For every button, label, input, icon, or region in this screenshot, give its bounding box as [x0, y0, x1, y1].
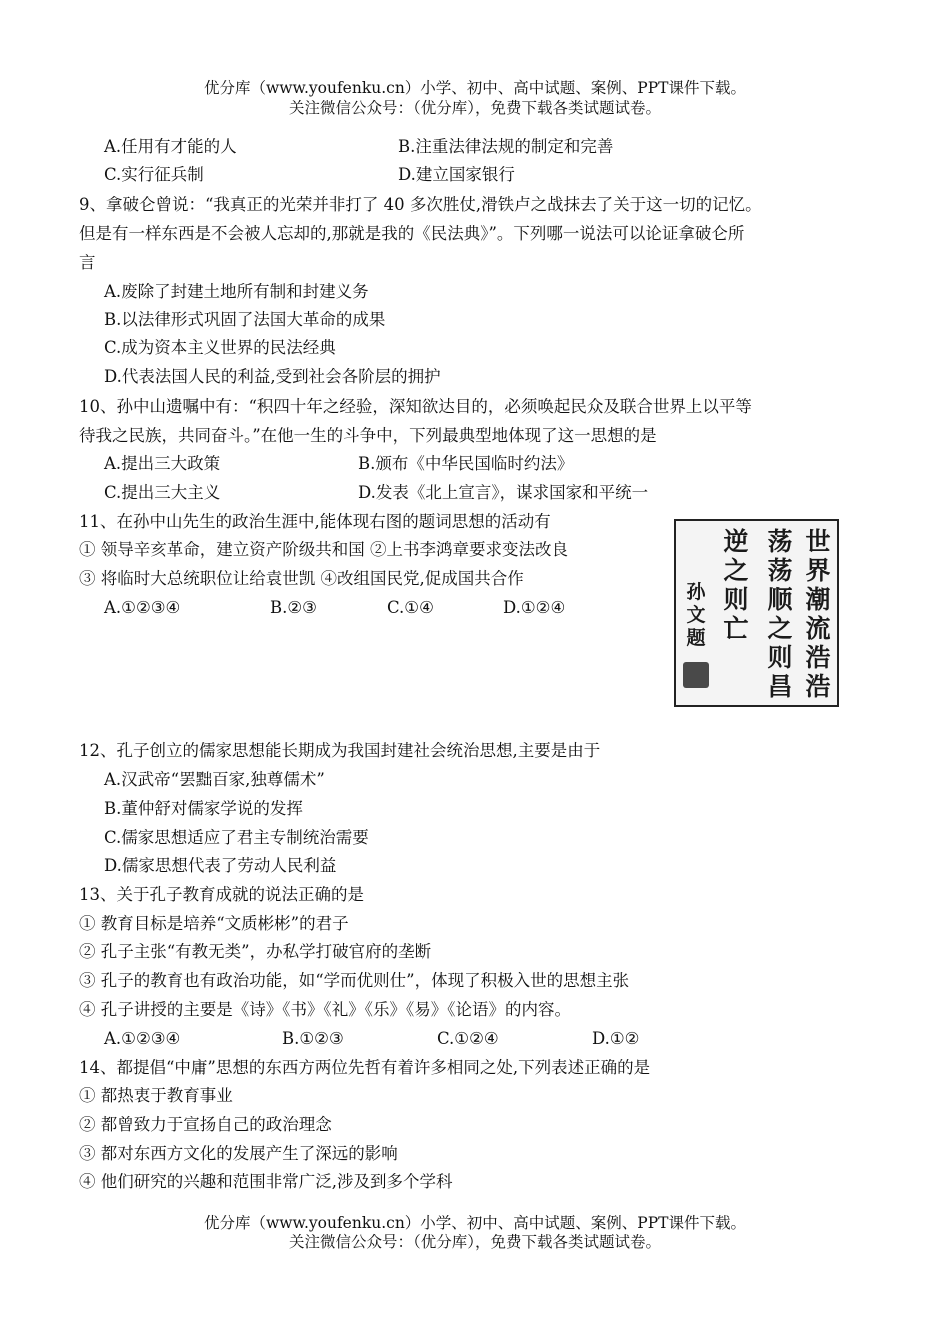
q13-item-2: ② 孔子主张“有教无类”，办私学打破官府的垄断 [79, 942, 432, 961]
q14-stem: 14、都提倡“中庸”思想的东西方两位先哲有着许多相同之处,下列表述正确的是 [79, 1058, 651, 1077]
calligraphy-image [674, 519, 839, 707]
q12-option-c: C.儒家思想适应了君主专制统治需要 [104, 828, 369, 847]
q12-option-a: A.汉武帝“罢黜百家,独尊儒术” [104, 770, 325, 789]
q11-option-b: B.②③ [270, 598, 317, 617]
header-line-2: 关注微信公众号：（优分库），免费下载各类试题试卷。 [288, 99, 661, 117]
q11-option-c: C.①④ [387, 598, 434, 617]
q9-stem-line-1: 9、拿破仑曾说：“我真正的光荣并非打了 40 多次胜仗,滑铁卢之战抹去了关于这一切的记忆。 [79, 195, 762, 214]
q9-option-d: D.代表法国人民的利益,受到社会各阶层的拥护 [104, 367, 441, 386]
q9-option-b: B.以法律形式巩固了法国大革命的成果 [104, 310, 386, 329]
calligraphy-column-2: 荡荡顺之则昌 [767, 527, 793, 701]
calligraphy-signature: 孙文题 [686, 581, 706, 649]
q10-option-a: A.提出三大政策 [104, 454, 221, 473]
q10-option-d: D.发表《北上宣言》，谋求国家和平统一 [358, 483, 649, 502]
q9-option-c: C.成为资本主义世界的民法经典 [104, 338, 336, 357]
q13-item-4: ④ 孔子讲授的主要是《诗》《书》《礼》《乐》《易》《论语》的内容。 [79, 1000, 571, 1019]
q8-option-b: B.注重法律法规的制定和完善 [398, 137, 614, 156]
q10-option-c: C.提出三大主义 [104, 483, 221, 502]
q9-option-a: A.废除了封建土地所有制和封建义务 [104, 282, 369, 301]
q12-stem: 12、孔子创立的儒家思想能长期成为我国封建社会统治思想,主要是由于 [79, 741, 601, 760]
q11-option-d: D.①②④ [503, 598, 566, 617]
q11-item-line-2: ③ 将临时大总统职位让给袁世凯 ④改组国民党,促成国共合作 [79, 569, 524, 588]
q11-option-a: A.①②③④ [104, 598, 181, 617]
q10-option-b: B.颁布《中华民国临时约法》 [358, 454, 574, 473]
q11-item-line-1: ① 领导辛亥革命，建立资产阶级共和国 ②上书李鸿章要求变法改良 [79, 540, 568, 559]
header-line-1: 优分库（www.youfenku.cn）小学、初中、高中试题、案例、PPT课件下载。 [203, 79, 747, 97]
q13-option-d: D.①② [592, 1029, 640, 1048]
q10-stem-line-1: 10、孙中山遗嘱中有：“积四十年之经验，深知欲达目的，必须唤起民众及联合世界上以平等 [79, 397, 752, 416]
q10-stem-line-2: 待我之民族，共同奋斗。”在他一生的斗争中，下列最典型地体现了这一思想的是 [79, 426, 657, 445]
q13-item-1: ① 教育目标是培养“文质彬彬”的君子 [79, 914, 349, 933]
footer-line-1: 优分库（www.youfenku.cn）小学、初中、高中试题、案例、PPT课件下载。 [203, 1214, 747, 1232]
q14-item-4: ④ 他们研究的兴趣和范围非常广泛,涉及到多个学科 [79, 1172, 453, 1191]
q12-option-b: B.董仲舒对儒家学说的发挥 [104, 799, 303, 818]
q13-option-a: A.①②③④ [104, 1029, 181, 1048]
q8-option-d: D.建立国家银行 [398, 165, 515, 184]
q14-item-1: ① 都热衷于教育事业 [79, 1086, 233, 1105]
calligraphy-column-3: 逆之则亡 [723, 527, 749, 643]
q13-option-b: B.①②③ [282, 1029, 344, 1048]
footer-line-2: 关注微信公众号：（优分库），免费下载各类试题试卷。 [288, 1233, 661, 1251]
q14-item-3: ③ 都对东西方文化的发展产生了深远的影响 [79, 1144, 398, 1163]
q13-stem: 13、关于孔子教育成就的说法正确的是 [79, 885, 364, 904]
q9-stem-line-2: 但是有一样东西是不会被人忘却的,那就是我的《民法典》”。下列哪一说法可以论证拿破仑所 [79, 224, 745, 243]
q14-item-2: ② 都曾致力于宣扬自己的政治理念 [79, 1115, 332, 1134]
q9-stem-line-3: 言 [79, 253, 96, 272]
seal-stamp-icon [683, 662, 709, 688]
q11-stem: 11、在孙中山先生的政治生涯中,能体现右图的题词思想的活动有 [79, 512, 551, 531]
q8-option-c: C.实行征兵制 [104, 165, 204, 184]
q13-option-c: C.①②④ [437, 1029, 499, 1048]
q13-item-3: ③ 孔子的教育也有政治功能，如“学而优则仕”，体现了积极入世的思想主张 [79, 971, 630, 990]
calligraphy-column-1: 世界潮流浩浩 [805, 527, 831, 701]
q12-option-d: D.儒家思想代表了劳动人民利益 [104, 856, 337, 875]
q8-option-a: A.任用有才能的人 [104, 137, 237, 156]
